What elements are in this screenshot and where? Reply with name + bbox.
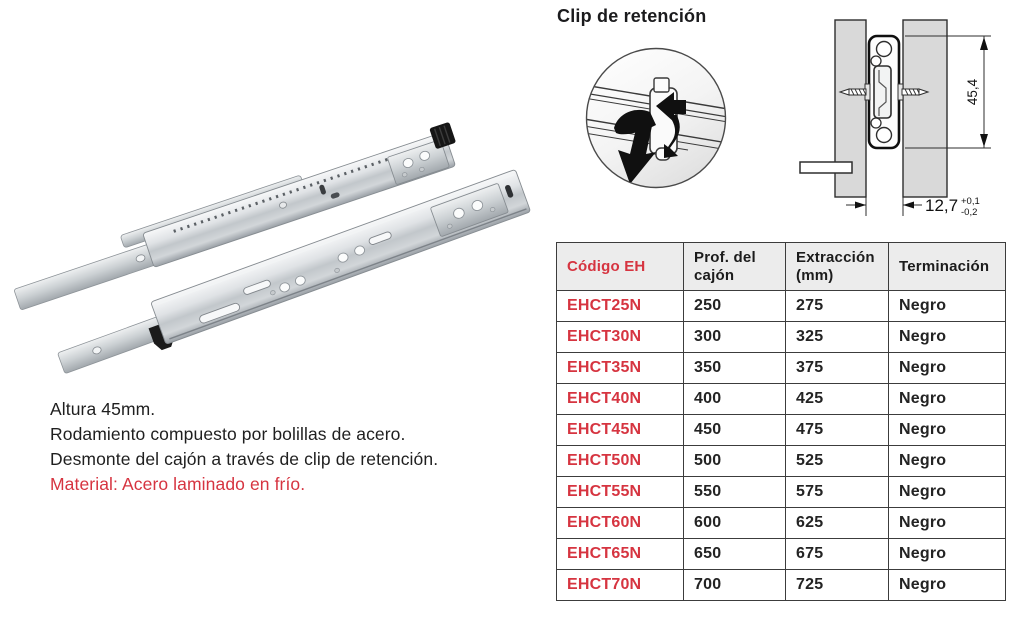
value-cell: 675 bbox=[786, 539, 889, 570]
spec-table bbox=[556, 242, 1006, 601]
tolerance-minus-label: -0,2 bbox=[961, 207, 978, 218]
product-photo bbox=[0, 55, 545, 400]
value-cell: Negro bbox=[889, 570, 1006, 601]
width-dim-label: 12,7 bbox=[925, 196, 959, 215]
table-row bbox=[557, 446, 1006, 477]
description-line: Altura 45mm. bbox=[50, 399, 156, 419]
drawer-side-panel bbox=[903, 20, 947, 197]
value-cell: 575 bbox=[786, 477, 889, 508]
value-cell: 725 bbox=[786, 570, 889, 601]
table-row bbox=[557, 508, 1006, 539]
column-header: Extracción (mm) bbox=[786, 243, 889, 291]
spec-table-body bbox=[557, 291, 1006, 601]
slide-cross-section bbox=[869, 36, 899, 148]
value-cell: Negro bbox=[889, 415, 1006, 446]
value-cell: Negro bbox=[889, 384, 1006, 415]
material-line: Material: Acero laminado en frío. bbox=[50, 474, 306, 494]
dimension-drawing bbox=[788, 8, 1024, 232]
spec-table-header bbox=[557, 243, 1006, 291]
table-row bbox=[557, 291, 1006, 322]
value-cell: Negro bbox=[889, 477, 1006, 508]
product-code-cell: EHCT70N bbox=[557, 570, 684, 601]
product-code-cell: EHCT65N bbox=[557, 539, 684, 570]
table-row bbox=[557, 539, 1006, 570]
value-cell: 700 bbox=[684, 570, 786, 601]
product-code-cell: EHCT60N bbox=[557, 508, 684, 539]
drawer-bottom bbox=[800, 162, 852, 173]
product-code-cell: EHCT55N bbox=[557, 477, 684, 508]
value-cell: 375 bbox=[786, 353, 889, 384]
product-description bbox=[50, 397, 438, 497]
table-row bbox=[557, 415, 1006, 446]
product-code-cell: EHCT40N bbox=[557, 384, 684, 415]
column-header: Terminación bbox=[889, 243, 1006, 291]
table-row bbox=[557, 477, 1006, 508]
value-cell: 625 bbox=[786, 508, 889, 539]
value-cell: 250 bbox=[684, 291, 786, 322]
value-cell: 500 bbox=[684, 446, 786, 477]
table-row bbox=[557, 322, 1006, 353]
value-cell: Negro bbox=[889, 353, 1006, 384]
product-code-cell: EHCT35N bbox=[557, 353, 684, 384]
value-cell: Negro bbox=[889, 508, 1006, 539]
value-cell: 325 bbox=[786, 322, 889, 353]
value-cell: 450 bbox=[684, 415, 786, 446]
clip-illustration bbox=[578, 40, 734, 196]
value-cell: 275 bbox=[786, 291, 889, 322]
table-row bbox=[557, 353, 1006, 384]
value-cell: 525 bbox=[786, 446, 889, 477]
value-cell: Negro bbox=[889, 291, 1006, 322]
value-cell: 475 bbox=[786, 415, 889, 446]
product-code-cell: EHCT50N bbox=[557, 446, 684, 477]
table-row bbox=[557, 384, 1006, 415]
column-header: Código EH bbox=[557, 243, 684, 291]
value-cell: Negro bbox=[889, 446, 1006, 477]
value-cell: 650 bbox=[684, 539, 786, 570]
table-row bbox=[557, 570, 1006, 601]
value-cell: 425 bbox=[786, 384, 889, 415]
product-code-cell: EHCT45N bbox=[557, 415, 684, 446]
clip-section-title: Clip de retención bbox=[557, 6, 707, 26]
product-code-cell: EHCT30N bbox=[557, 322, 684, 353]
value-cell: 300 bbox=[684, 322, 786, 353]
product-code-cell: EHCT25N bbox=[557, 291, 684, 322]
value-cell: 350 bbox=[684, 353, 786, 384]
value-cell: 600 bbox=[684, 508, 786, 539]
column-header: Prof. del cajón bbox=[684, 243, 786, 291]
tolerance-plus-label: +0,1 bbox=[961, 196, 980, 207]
value-cell: Negro bbox=[889, 539, 1006, 570]
value-cell: 550 bbox=[684, 477, 786, 508]
height-dim-label: 45,4 bbox=[965, 78, 980, 106]
description-line: Desmonte del cajón a través de clip de retención. bbox=[50, 449, 439, 469]
description-line: Rodamiento compuesto por bolillas de acero. bbox=[50, 424, 406, 444]
value-cell: 400 bbox=[684, 384, 786, 415]
value-cell: Negro bbox=[889, 322, 1006, 353]
